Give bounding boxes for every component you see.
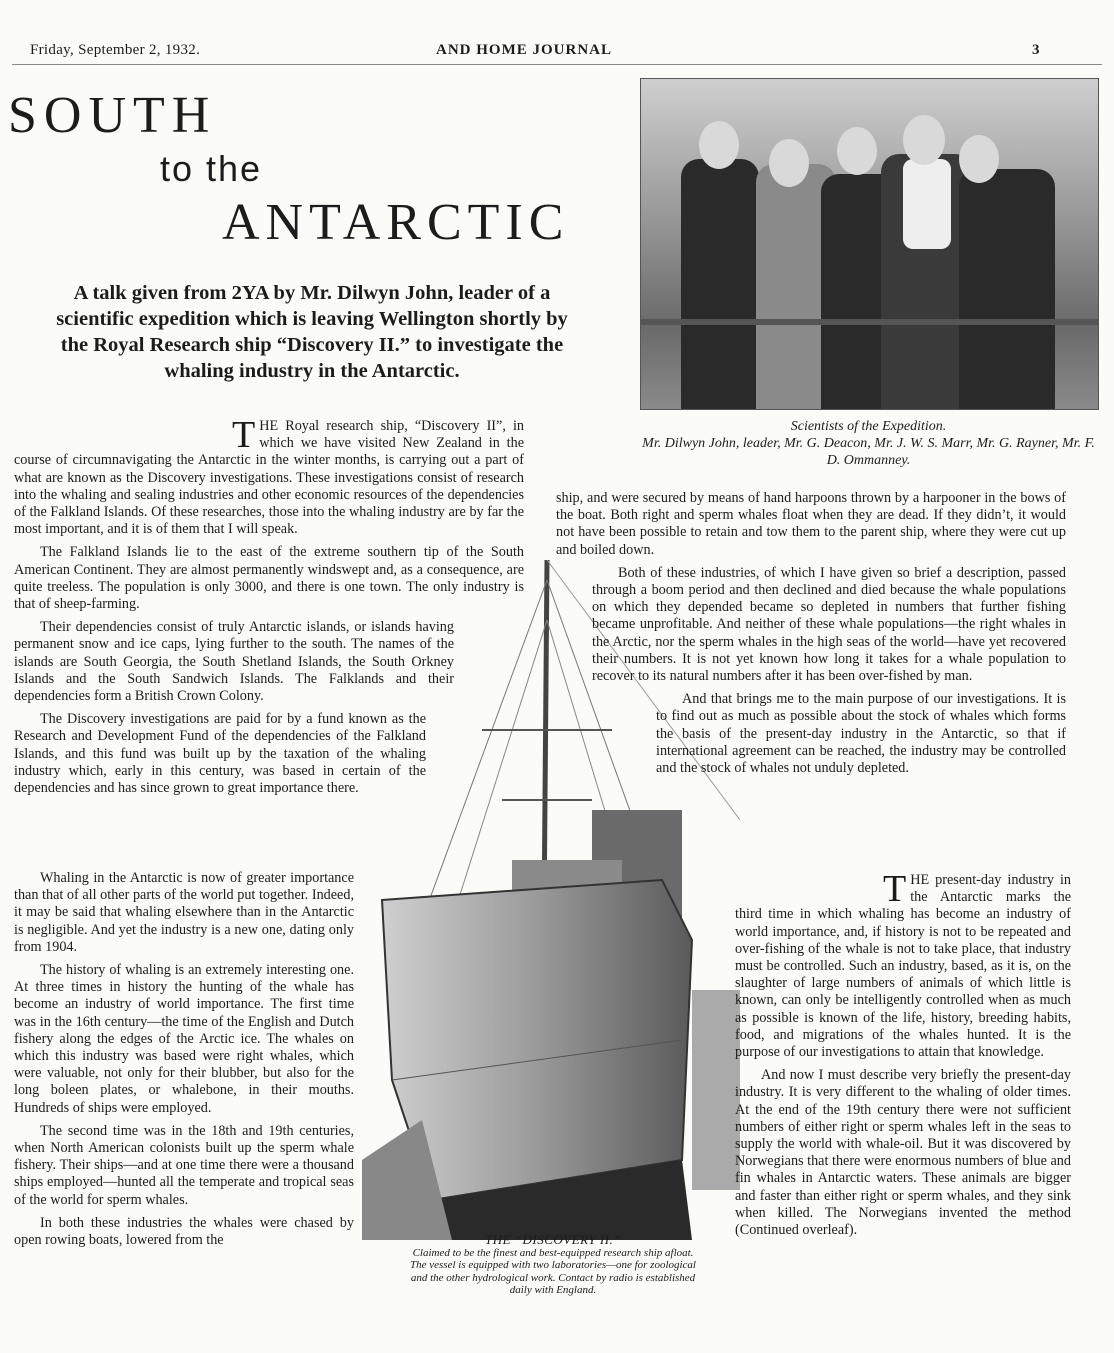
title-south: SOUTH <box>8 87 217 144</box>
scientist-head <box>769 139 809 187</box>
title-to-the: to the <box>160 148 263 189</box>
scientist-head <box>903 115 945 165</box>
page-number: 3 <box>1032 42 1040 58</box>
article-paragraph: Their dependencies consist of truly Antarctic islands, or islands having permanent snow and ice caps, lying further to the south. The names of the islands are South Georgia, the South Shetland Islands, the South Orkney Islands and the South Sandwich Islands. The Falklands and their dependencies form a British Crown Colony. <box>14 619 454 705</box>
article-column-2 <box>556 490 1066 783</box>
article-paragraph: In both these industries the whales were chased by open rowing boats, lowered from the <box>14 1214 354 1249</box>
article-paragraph: THE present-day industry in the Antarctic marks the third time in which whaling has become an industry of world importance, and, if history is not to be repeated and over-fishing of the whale is not to take place, that industry must be controlled. Such an industry, based, as it is, on the slaughter of large numbers of animals of which little is known, can only be intelligently controlled when as much as possible is known of the life, history, breeding habits, food, and migrations of the whales hunted. It is the purpose of our investigations to attain that knowledge. <box>735 868 1071 1061</box>
title-antarctic: ANTARCTIC <box>222 194 570 251</box>
intro-standfirst: A talk given from 2YA by Mr. Dilwyn John, leader of a scientific expedition which is leaving Wellington shortly by the Royal Research ship “Discovery II.” to investigate the whaling industry in the Antarctic. <box>56 282 568 382</box>
scientists-photo <box>640 78 1099 410</box>
ship-caption-title: THE “DISCOVERY II.” <box>484 1232 622 1247</box>
article-paragraph: THE Royal research ship, “Discovery II”, in which we have visited New Zealand in the course of circumnavigating the Antarctic in the winter months, is carrying out a part of what are known as the Discovery investigations. These investigations consist of research into the whaling and sealing industries and other economic resources of the dependencies of the Falkland Islands. Of these researches, those into the whaling industry are by far the most important, and it is of them that I will speak. <box>14 414 524 538</box>
article-column-3 <box>735 868 1071 1245</box>
article-column-1 <box>14 414 524 803</box>
ship-caption-text: Claimed to be the finest and best-equipped research ship afloat. The vessel is equipped with two laboratories—one for zoological and the other hydrological work. Contact by radio is established daily with England. <box>410 1246 696 1296</box>
photo-caption <box>640 418 1097 469</box>
scientist-head <box>837 127 877 175</box>
article-paragraph: The second time was in the 18th and 19th centuries, when North American colonists built up the sperm whale fishery. Their ships—and at one time there were a thousand ships employed—hunted all the temperate and tropical seas of the world for sperm whales. <box>14 1122 354 1208</box>
scientist-head <box>959 135 999 183</box>
ship-rail <box>641 319 1098 325</box>
article-paragraph: ship, and were secured by means of hand harpoons thrown by a harpooner in the bows of the boat. Both right and sperm whales float when they are dead. If they didn’t, it would not have been possible to retain and tow them to the parent ship, where they were cut up and boiled down. <box>556 490 1066 558</box>
issue-date: Friday, September 2, 1932. <box>30 42 201 58</box>
article-paragraph: The history of whaling is an extremely interesting one. At three times in history the hunting of the whale has become an industry of world importance. The first time was in the 16th century—the time of the English and Dutch fishery along the edges of the Arctic ice. The whales on which this industry was based were right whales, which were valuable, not only for their blubber, but also for the long boleen plates, or whalebone, in their mouths. Hundreds of ships were employed. <box>14 962 354 1116</box>
drop-cap: T <box>883 868 907 910</box>
article-column-1-lower <box>14 870 354 1255</box>
header-rule <box>12 64 1102 65</box>
article-paragraph: And now I must describe very briefly the present-day industry. It is very different to the whaling of older times. At the end of the 19th century there were not sufficient numbers of either right or sperm whales left in the seas to supply the world with whale-oil. But it was discovered by Norwegians that there were enormous numbers of blue and fin whales in Antarctic waters. These animals are bigger and faster than either right or sperm whales, and they sink when killed. The Norwegians invented the method (Continued overleaf). <box>735 1067 1071 1239</box>
scientist-figure <box>681 159 759 409</box>
scientist-head <box>699 121 739 169</box>
photo-caption-title: Scientists of the Expedition. <box>790 419 947 434</box>
scientist-sweater <box>903 159 951 249</box>
article-paragraph: Both of these industries, of which I have given so brief a description, passed through a boom period and then declined and died because the whale populations on which they depended became so depleted in numbers that further fishing became unprofitable. And neither of these whale populations—the right whales in the Arctic, nor the sperm whales in the high seas of the world—have yet recovered their numbers. It is not yet known how long it takes for a whale population to recover to its natural numbers after it has been over-fished by man. <box>592 564 1066 685</box>
journal-name: AND HOME JOURNAL <box>436 42 612 58</box>
ship-caption <box>408 1234 698 1297</box>
article-paragraph: The Falkland Islands lie to the east of the extreme southern tip of the South American Continent. They are almost permanently windswept and, as a consequence, are quite treeless. The population is only 3000, and there is one town. The only industry is that of sheep-farming. <box>14 544 524 613</box>
photo-caption-names: Mr. Dilwyn John, leader, Mr. G. Deacon, Mr. J. W. S. Marr, Mr. G. Rayner, Mr. F. D. Ommanney. <box>642 436 1095 468</box>
scientist-figure <box>959 169 1055 409</box>
drop-cap: T <box>232 414 256 456</box>
article-paragraph: Whaling in the Antarctic is now of greater importance than that of all other parts of the world put together. Indeed, it may be said that whaling elsewhere than in the Antarctic is negligible. And yet the industry is a new one, dating only from 1904. <box>14 870 354 955</box>
article-paragraph: The Discovery investigations are paid for by a fund known as the Research and Development Fund of the dependencies of the Falkland Islands, and this fund was built up by the taxation of the whaling industry which, early in this century, was based in certain of the dependencies and has since grown to great importance there. <box>14 711 426 797</box>
article-paragraph: And that brings me to the main purpose of our investigations. It is to find out as much as possible about the stock of whales which forms the basis of the present-day industry in the Antarctic, so that if international agreement can be reached, the industry may be controlled and the stock of whales not unduly depleted. <box>656 691 1066 777</box>
